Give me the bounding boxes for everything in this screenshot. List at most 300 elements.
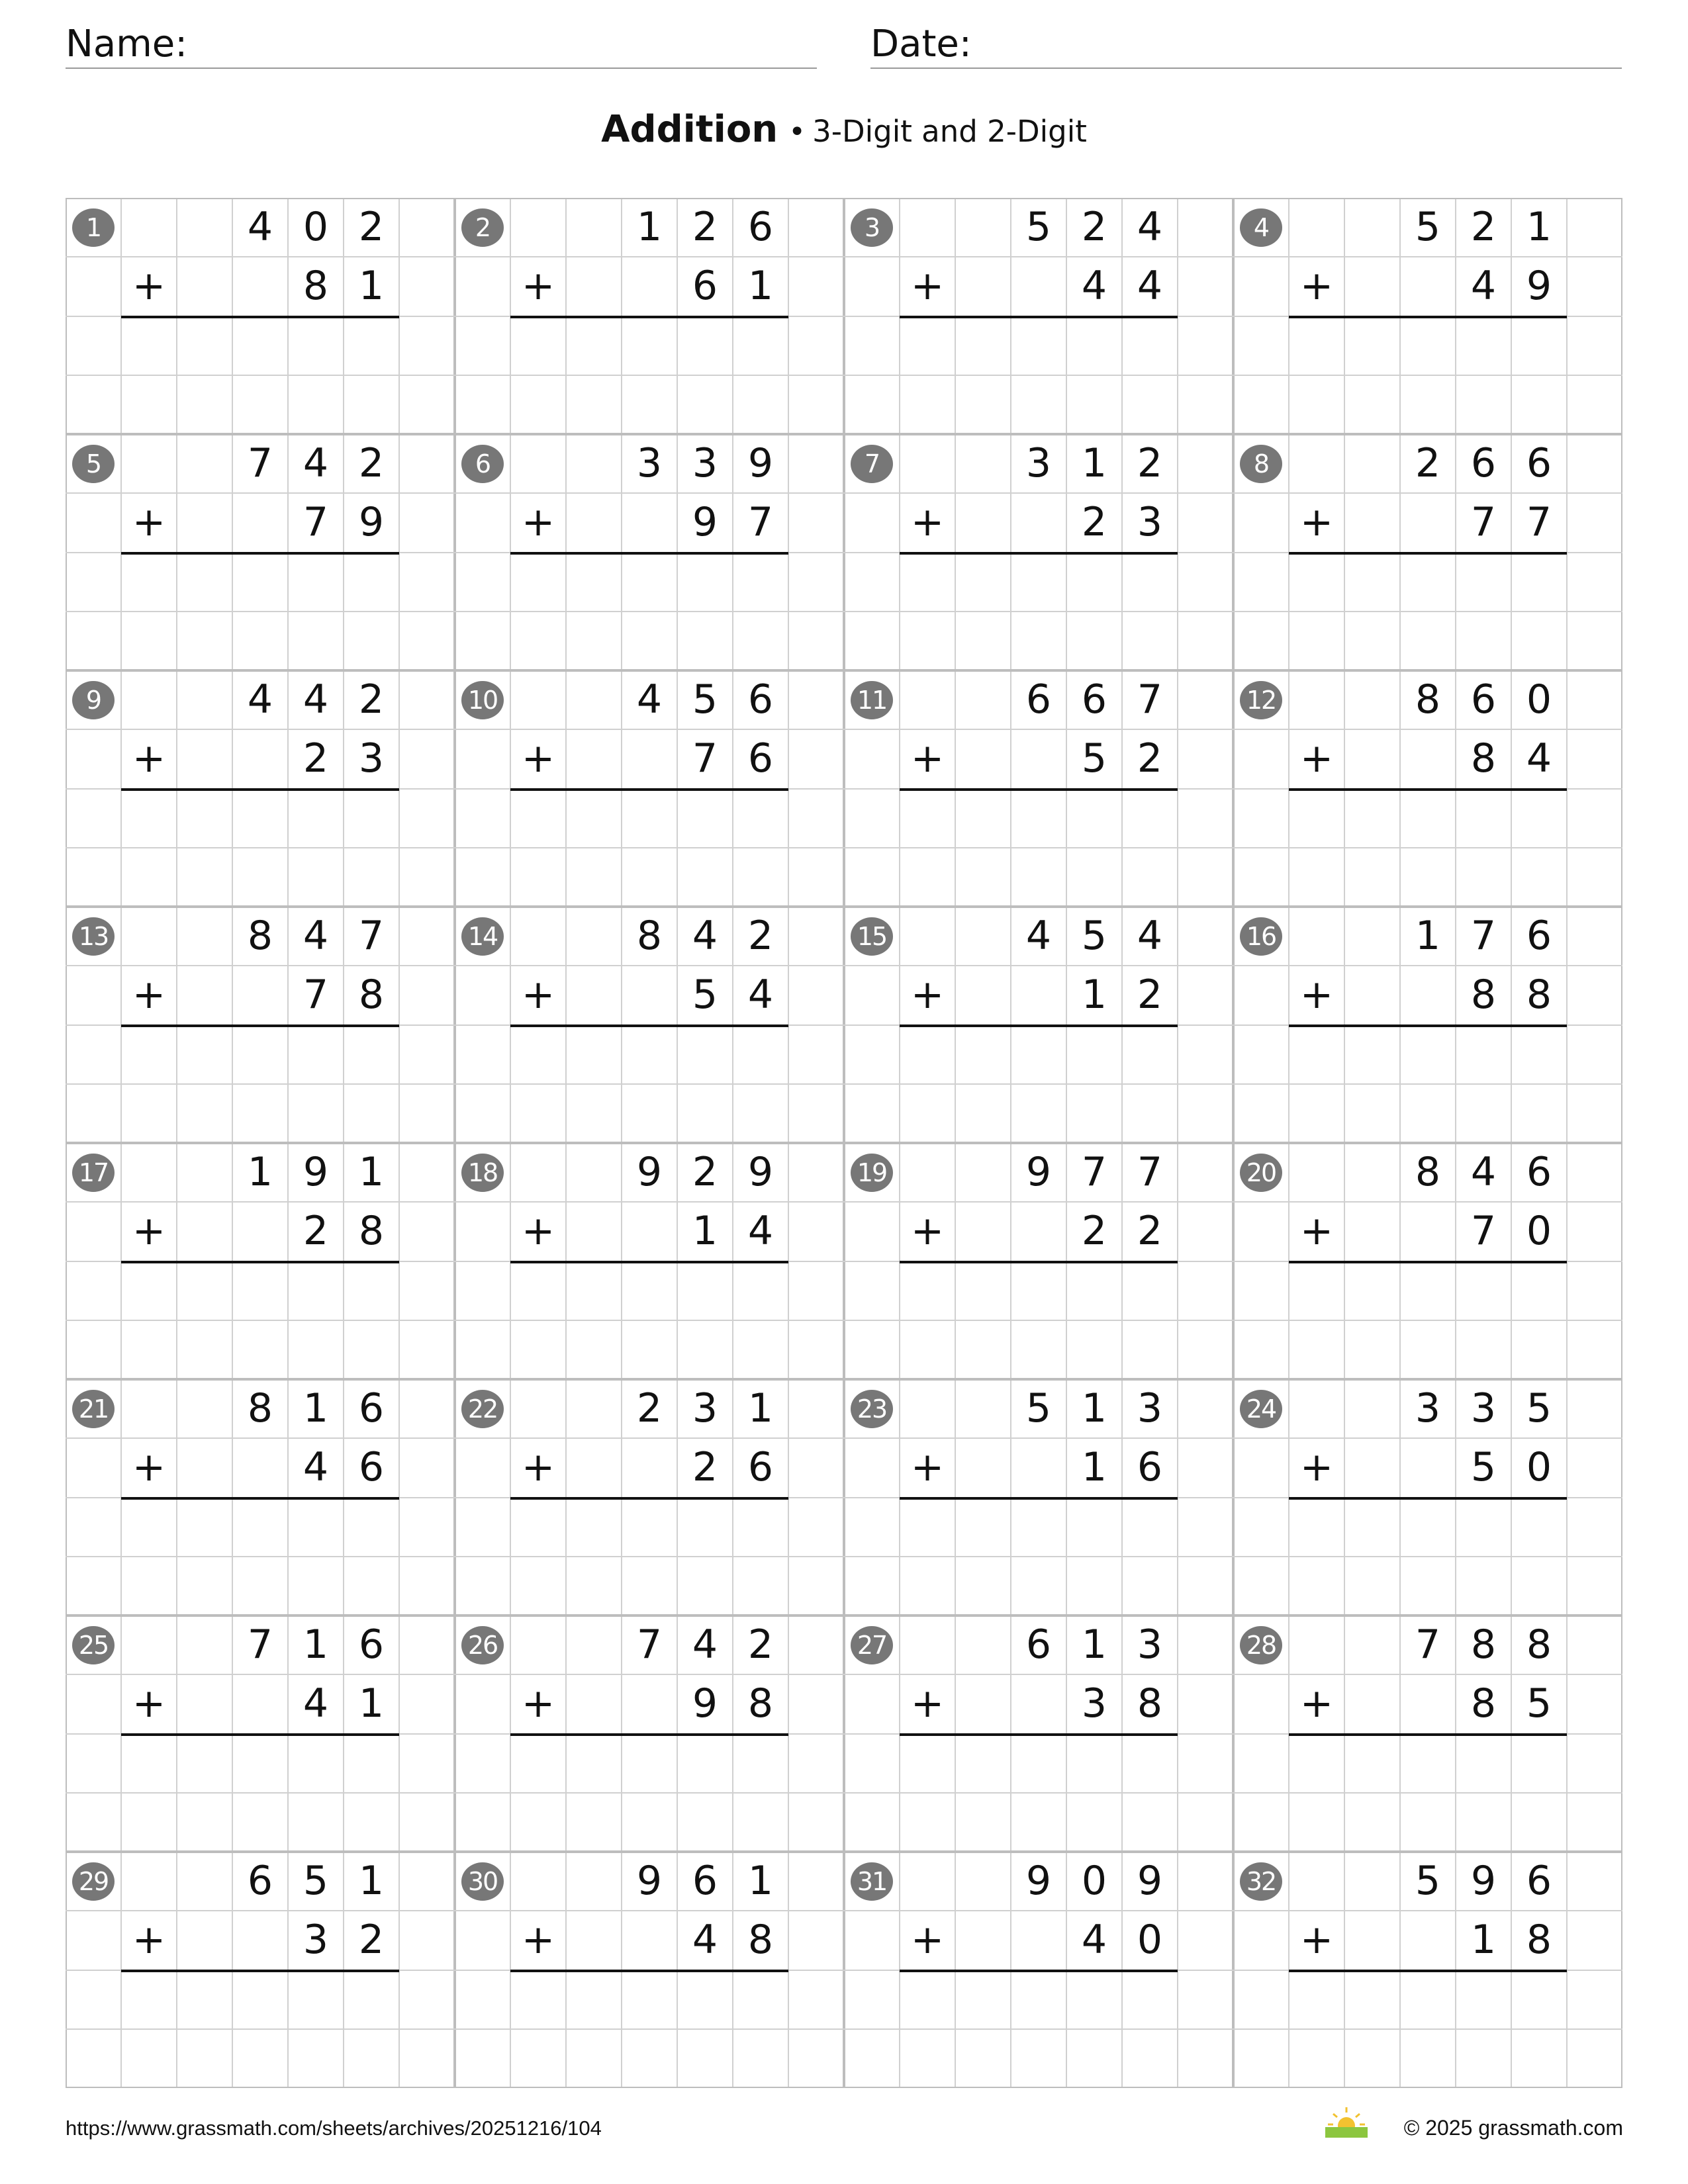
top-digit: 4 <box>1025 913 1052 959</box>
bottom-digit: 8 <box>1470 1680 1497 1727</box>
top-digit: 5 <box>1415 204 1441 250</box>
plus-sign: + <box>910 263 945 309</box>
bottom-digit: 1 <box>1081 1444 1107 1490</box>
top-digit: 4 <box>247 204 273 250</box>
top-digit: 6 <box>1081 676 1107 723</box>
top-digit: 1 <box>747 1385 774 1432</box>
bottom-digit: 7 <box>692 735 718 782</box>
plus-sign: + <box>521 263 555 309</box>
plus-sign: + <box>132 1917 166 1963</box>
plus-sign: + <box>132 1208 166 1254</box>
top-digit: 5 <box>1526 1385 1552 1432</box>
top-digit: 1 <box>1081 1621 1107 1668</box>
problem-12 <box>1233 670 1622 907</box>
plus-sign: + <box>1299 972 1334 1018</box>
problem-number-badge: 30 <box>461 1862 504 1901</box>
problem-5 <box>66 434 455 670</box>
problem-11 <box>844 670 1233 907</box>
top-digit: 3 <box>1470 1385 1497 1432</box>
top-digit: 4 <box>247 676 273 723</box>
bottom-digit: 6 <box>1137 1444 1163 1490</box>
top-digit: 1 <box>247 1149 273 1195</box>
top-digit: 6 <box>358 1621 385 1668</box>
plus-sign: + <box>132 1680 166 1727</box>
top-digit: 1 <box>1081 1385 1107 1432</box>
top-digit: 9 <box>636 1149 663 1195</box>
problem-32 <box>1233 1852 1622 2088</box>
top-digit: 2 <box>1137 440 1163 486</box>
problem-23 <box>844 1379 1233 1615</box>
top-digit: 1 <box>636 204 663 250</box>
bottom-digit: 4 <box>747 972 774 1018</box>
top-digit: 7 <box>1137 676 1163 723</box>
top-digit: 1 <box>303 1621 329 1668</box>
answer-line <box>1289 1024 1567 1027</box>
problem-number-badge: 4 <box>1240 208 1282 247</box>
problem-number-badge: 29 <box>72 1862 115 1901</box>
top-digit: 6 <box>1526 1149 1552 1195</box>
top-digit: 1 <box>747 1858 774 1904</box>
bottom-digit: 2 <box>1137 735 1163 782</box>
top-digit: 2 <box>747 913 774 959</box>
plus-sign: + <box>1299 1208 1334 1254</box>
top-digit: 7 <box>247 440 273 486</box>
answer-line <box>1289 1261 1567 1263</box>
bottom-digit: 6 <box>747 735 774 782</box>
plus-sign: + <box>910 1917 945 1963</box>
top-digit: 6 <box>1526 913 1552 959</box>
bottom-digit: 1 <box>692 1208 718 1254</box>
answer-line <box>1289 316 1567 318</box>
top-digit: 1 <box>358 1858 385 1904</box>
problem-number-badge: 10 <box>461 681 504 719</box>
top-digit: 6 <box>1470 676 1497 723</box>
sun-over-grass-icon <box>1323 2105 1370 2139</box>
top-digit: 6 <box>1526 440 1552 486</box>
top-digit: 6 <box>1526 1858 1552 1904</box>
plus-sign: + <box>1299 735 1334 782</box>
bottom-digit: 8 <box>303 263 329 309</box>
footer-copyright: © 2025 grassmath.com <box>1403 2116 1623 2140</box>
top-digit: 5 <box>303 1858 329 1904</box>
plus-sign: + <box>132 499 166 545</box>
top-digit: 5 <box>692 676 718 723</box>
top-digit: 9 <box>747 440 774 486</box>
bottom-digit: 2 <box>1081 1208 1107 1254</box>
bottom-digit: 6 <box>358 1444 385 1490</box>
answer-line <box>121 788 399 791</box>
problem-14 <box>455 907 844 1143</box>
problem-number-badge: 8 <box>1240 445 1282 483</box>
bottom-digit: 4 <box>747 1208 774 1254</box>
bottom-digit: 2 <box>1137 1208 1163 1254</box>
bottom-digit: 8 <box>1526 1917 1552 1963</box>
bottom-digit: 2 <box>1137 972 1163 1018</box>
bottom-digit: 7 <box>1526 499 1552 545</box>
top-digit: 0 <box>1081 1858 1107 1904</box>
top-digit: 3 <box>1137 1621 1163 1668</box>
problem-17 <box>66 1143 455 1379</box>
plus-sign: + <box>132 263 166 309</box>
problem-16 <box>1233 907 1622 1143</box>
bottom-digit: 8 <box>747 1680 774 1727</box>
bottom-digit: 1 <box>358 1680 385 1727</box>
problem-number-badge: 7 <box>851 445 893 483</box>
answer-line <box>900 1733 1178 1736</box>
problem-number-badge: 19 <box>851 1154 893 1192</box>
top-digit: 9 <box>1137 1858 1163 1904</box>
top-digit: 7 <box>1470 913 1497 959</box>
answer-line <box>1289 788 1567 791</box>
top-digit: 6 <box>1470 440 1497 486</box>
answer-line <box>121 1261 399 1263</box>
answer-line <box>900 316 1178 318</box>
problem-number-badge: 15 <box>851 917 893 956</box>
plus-sign: + <box>1299 1680 1334 1727</box>
problem-number-badge: 23 <box>851 1390 893 1428</box>
problem-number-badge: 13 <box>72 917 115 956</box>
plus-sign: + <box>910 972 945 1018</box>
plus-sign: + <box>521 1444 555 1490</box>
problem-grid <box>66 198 1622 2088</box>
problem-30 <box>455 1852 844 2088</box>
bottom-digit: 2 <box>358 1917 385 1963</box>
problem-10 <box>455 670 844 907</box>
plus-sign: + <box>910 735 945 782</box>
plus-sign: + <box>132 1444 166 1490</box>
bottom-digit: 3 <box>303 1917 329 1963</box>
bottom-digit: 7 <box>303 499 329 545</box>
problem-1 <box>66 198 455 434</box>
bottom-digit: 4 <box>1470 263 1497 309</box>
top-digit: 9 <box>747 1149 774 1195</box>
problem-25 <box>66 1615 455 1852</box>
top-digit: 8 <box>1415 676 1441 723</box>
title-main: Addition <box>601 108 778 151</box>
top-digit: 8 <box>1415 1149 1441 1195</box>
top-digit: 5 <box>1025 1385 1052 1432</box>
problem-21 <box>66 1379 455 1615</box>
answer-line <box>900 1261 1178 1263</box>
top-digit: 7 <box>636 1621 663 1668</box>
date-label: Date: <box>870 23 972 66</box>
answer-line <box>510 1733 788 1736</box>
bottom-digit: 8 <box>1137 1680 1163 1727</box>
problem-number-badge: 22 <box>461 1390 504 1428</box>
answer-line <box>510 1261 788 1263</box>
problem-7 <box>844 434 1233 670</box>
bottom-digit: 6 <box>692 263 718 309</box>
top-digit: 2 <box>1470 204 1497 250</box>
plus-sign: + <box>910 1444 945 1490</box>
top-digit: 2 <box>358 676 385 723</box>
footer-url: https://www.grassmath.com/sheets/archives/20251216/104 <box>66 2116 602 2140</box>
answer-line <box>121 1497 399 1500</box>
top-digit: 1 <box>303 1385 329 1432</box>
top-digit: 9 <box>1470 1858 1497 1904</box>
problem-9 <box>66 670 455 907</box>
top-digit: 7 <box>1137 1149 1163 1195</box>
top-digit: 4 <box>692 913 718 959</box>
problem-number-badge: 2 <box>461 208 504 247</box>
bottom-digit: 8 <box>358 972 385 1018</box>
top-digit: 3 <box>692 440 718 486</box>
bottom-digit: 1 <box>747 263 774 309</box>
plus-sign: + <box>910 1208 945 1254</box>
top-digit: 1 <box>1415 913 1441 959</box>
problem-number-badge: 11 <box>851 681 893 719</box>
problem-18 <box>455 1143 844 1379</box>
problem-number-badge: 12 <box>1240 681 1282 719</box>
plus-sign: + <box>521 1208 555 1254</box>
bottom-digit: 2 <box>303 735 329 782</box>
problem-number-badge: 16 <box>1240 917 1282 956</box>
answer-line <box>121 552 399 555</box>
date-line[interactable] <box>870 68 1622 69</box>
problem-number-badge: 32 <box>1240 1862 1282 1901</box>
bottom-digit: 8 <box>747 1917 774 1963</box>
top-digit: 1 <box>358 1149 385 1195</box>
bottom-digit: 8 <box>358 1208 385 1254</box>
plus-sign: + <box>132 735 166 782</box>
problem-number-badge: 27 <box>851 1626 893 1664</box>
top-digit: 4 <box>692 1621 718 1668</box>
bottom-digit: 4 <box>1081 1917 1107 1963</box>
bottom-digit: 0 <box>1526 1444 1552 1490</box>
answer-line <box>900 1497 1178 1500</box>
problem-number-badge: 24 <box>1240 1390 1282 1428</box>
bottom-digit: 1 <box>1470 1917 1497 1963</box>
top-digit: 7 <box>247 1621 273 1668</box>
bottom-digit: 4 <box>303 1444 329 1490</box>
problem-4 <box>1233 198 1622 434</box>
plus-sign: + <box>1299 499 1334 545</box>
problem-number-badge: 9 <box>72 681 115 719</box>
problem-15 <box>844 907 1233 1143</box>
plus-sign: + <box>521 735 555 782</box>
problem-28 <box>1233 1615 1622 1852</box>
bottom-digit: 4 <box>1081 263 1107 309</box>
problem-number-badge: 21 <box>72 1390 115 1428</box>
top-digit: 3 <box>636 440 663 486</box>
bottom-digit: 9 <box>1526 263 1552 309</box>
bottom-digit: 5 <box>1081 735 1107 782</box>
top-digit: 4 <box>1137 913 1163 959</box>
plus-sign: + <box>910 499 945 545</box>
top-digit: 7 <box>1081 1149 1107 1195</box>
answer-line <box>510 788 788 791</box>
bottom-digit: 9 <box>692 499 718 545</box>
top-digit: 6 <box>247 1858 273 1904</box>
problem-number-badge: 14 <box>461 917 504 956</box>
answer-line <box>1289 552 1567 555</box>
top-digit: 3 <box>1137 1385 1163 1432</box>
problem-number-badge: 31 <box>851 1862 893 1901</box>
plus-sign: + <box>521 499 555 545</box>
answer-line <box>900 1024 1178 1027</box>
problem-22 <box>455 1379 844 1615</box>
answer-line <box>900 1970 1178 1972</box>
top-digit: 8 <box>1526 1621 1552 1668</box>
bottom-digit: 7 <box>303 972 329 1018</box>
top-digit: 8 <box>247 1385 273 1432</box>
answer-line <box>121 1733 399 1736</box>
top-digit: 2 <box>1081 204 1107 250</box>
bottom-digit: 5 <box>1526 1680 1552 1727</box>
problem-number-badge: 26 <box>461 1626 504 1664</box>
plus-sign: + <box>521 1917 555 1963</box>
title-bullet: • <box>788 115 806 149</box>
answer-line <box>1289 1970 1567 1972</box>
problem-2 <box>455 198 844 434</box>
bottom-digit: 5 <box>692 972 718 1018</box>
plus-sign: + <box>521 1680 555 1727</box>
top-digit: 1 <box>1081 440 1107 486</box>
problem-19 <box>844 1143 1233 1379</box>
top-digit: 9 <box>1025 1858 1052 1904</box>
bottom-digit: 9 <box>692 1680 718 1727</box>
bottom-digit: 0 <box>1137 1917 1163 1963</box>
top-digit: 5 <box>1081 913 1107 959</box>
top-digit: 4 <box>1137 204 1163 250</box>
problem-number-badge: 1 <box>72 208 115 247</box>
answer-line <box>1289 1733 1567 1736</box>
bottom-digit: 8 <box>1470 972 1497 1018</box>
bottom-digit: 5 <box>1470 1444 1497 1490</box>
top-digit: 5 <box>1025 204 1052 250</box>
problem-6 <box>455 434 844 670</box>
top-digit: 4 <box>303 676 329 723</box>
top-digit: 8 <box>1470 1621 1497 1668</box>
top-digit: 6 <box>358 1385 385 1432</box>
bottom-digit: 0 <box>1526 1208 1552 1254</box>
top-digit: 6 <box>747 676 774 723</box>
answer-line <box>510 1024 788 1027</box>
bottom-digit: 7 <box>1470 499 1497 545</box>
problem-20 <box>1233 1143 1622 1379</box>
answer-line <box>1289 1497 1567 1500</box>
bottom-digit: 9 <box>358 499 385 545</box>
bottom-digit: 4 <box>692 1917 718 1963</box>
top-digit: 6 <box>692 1858 718 1904</box>
plus-sign: + <box>521 972 555 1018</box>
problem-number-badge: 6 <box>461 445 504 483</box>
top-digit: 3 <box>1415 1385 1441 1432</box>
bottom-digit: 1 <box>358 263 385 309</box>
problem-number-badge: 17 <box>72 1154 115 1192</box>
problem-13 <box>66 907 455 1143</box>
bottom-digit: 8 <box>1470 735 1497 782</box>
answer-line <box>900 788 1178 791</box>
top-digit: 0 <box>1526 676 1552 723</box>
name-line[interactable] <box>66 68 817 69</box>
problem-29 <box>66 1852 455 2088</box>
top-digit: 9 <box>1025 1149 1052 1195</box>
top-digit: 2 <box>636 1385 663 1432</box>
answer-line <box>510 1970 788 1972</box>
title-subtitle: 3-Digit and 2-Digit <box>812 114 1087 149</box>
top-digit: 2 <box>1415 440 1441 486</box>
name-label: Name: <box>66 23 188 66</box>
answer-line <box>510 552 788 555</box>
worksheet-title <box>0 105 1688 163</box>
bottom-digit: 7 <box>747 499 774 545</box>
top-digit: 7 <box>1415 1621 1441 1668</box>
answer-line <box>121 316 399 318</box>
bottom-digit: 2 <box>692 1444 718 1490</box>
top-digit: 8 <box>636 913 663 959</box>
bottom-digit: 2 <box>1081 499 1107 545</box>
bottom-digit: 1 <box>1081 972 1107 1018</box>
bottom-digit: 4 <box>1137 263 1163 309</box>
top-digit: 4 <box>1470 1149 1497 1195</box>
top-digit: 9 <box>636 1858 663 1904</box>
answer-line <box>510 316 788 318</box>
plus-sign: + <box>1299 1444 1334 1490</box>
top-digit: 4 <box>303 440 329 486</box>
problem-31 <box>844 1852 1233 2088</box>
top-digit: 4 <box>303 913 329 959</box>
plus-sign: + <box>1299 263 1334 309</box>
top-digit: 7 <box>358 913 385 959</box>
bottom-digit: 2 <box>303 1208 329 1254</box>
top-digit: 5 <box>1415 1858 1441 1904</box>
problem-3 <box>844 198 1233 434</box>
top-digit: 2 <box>358 204 385 250</box>
problem-24 <box>1233 1379 1622 1615</box>
bottom-digit: 8 <box>1526 972 1552 1018</box>
top-digit: 0 <box>303 204 329 250</box>
top-digit: 4 <box>636 676 663 723</box>
problem-26 <box>455 1615 844 1852</box>
top-digit: 6 <box>747 204 774 250</box>
problem-number-badge: 25 <box>72 1626 115 1664</box>
top-digit: 3 <box>1025 440 1052 486</box>
top-digit: 3 <box>692 1385 718 1432</box>
plus-sign: + <box>132 972 166 1018</box>
top-digit: 6 <box>1025 676 1052 723</box>
top-digit: 8 <box>247 913 273 959</box>
top-digit: 2 <box>692 204 718 250</box>
answer-line <box>121 1970 399 1972</box>
bottom-digit: 4 <box>1526 735 1552 782</box>
top-digit: 1 <box>1526 204 1552 250</box>
problem-number-badge: 3 <box>851 208 893 247</box>
problem-number-badge: 20 <box>1240 1154 1282 1192</box>
top-digit: 2 <box>358 440 385 486</box>
problem-8 <box>1233 434 1622 670</box>
top-digit: 9 <box>303 1149 329 1195</box>
bottom-digit: 3 <box>1081 1680 1107 1727</box>
bottom-digit: 6 <box>747 1444 774 1490</box>
top-digit: 2 <box>692 1149 718 1195</box>
top-digit: 6 <box>1025 1621 1052 1668</box>
plus-sign: + <box>1299 1917 1334 1963</box>
answer-line <box>900 552 1178 555</box>
problem-number-badge: 18 <box>461 1154 504 1192</box>
answer-line <box>510 1497 788 1500</box>
bottom-digit: 4 <box>303 1680 329 1727</box>
problem-number-badge: 5 <box>72 445 115 483</box>
problem-number-badge: 28 <box>1240 1626 1282 1664</box>
plus-sign: + <box>910 1680 945 1727</box>
answer-line <box>121 1024 399 1027</box>
bottom-digit: 3 <box>1137 499 1163 545</box>
problem-27 <box>844 1615 1233 1852</box>
bottom-digit: 7 <box>1470 1208 1497 1254</box>
bottom-digit: 3 <box>358 735 385 782</box>
top-digit: 2 <box>747 1621 774 1668</box>
